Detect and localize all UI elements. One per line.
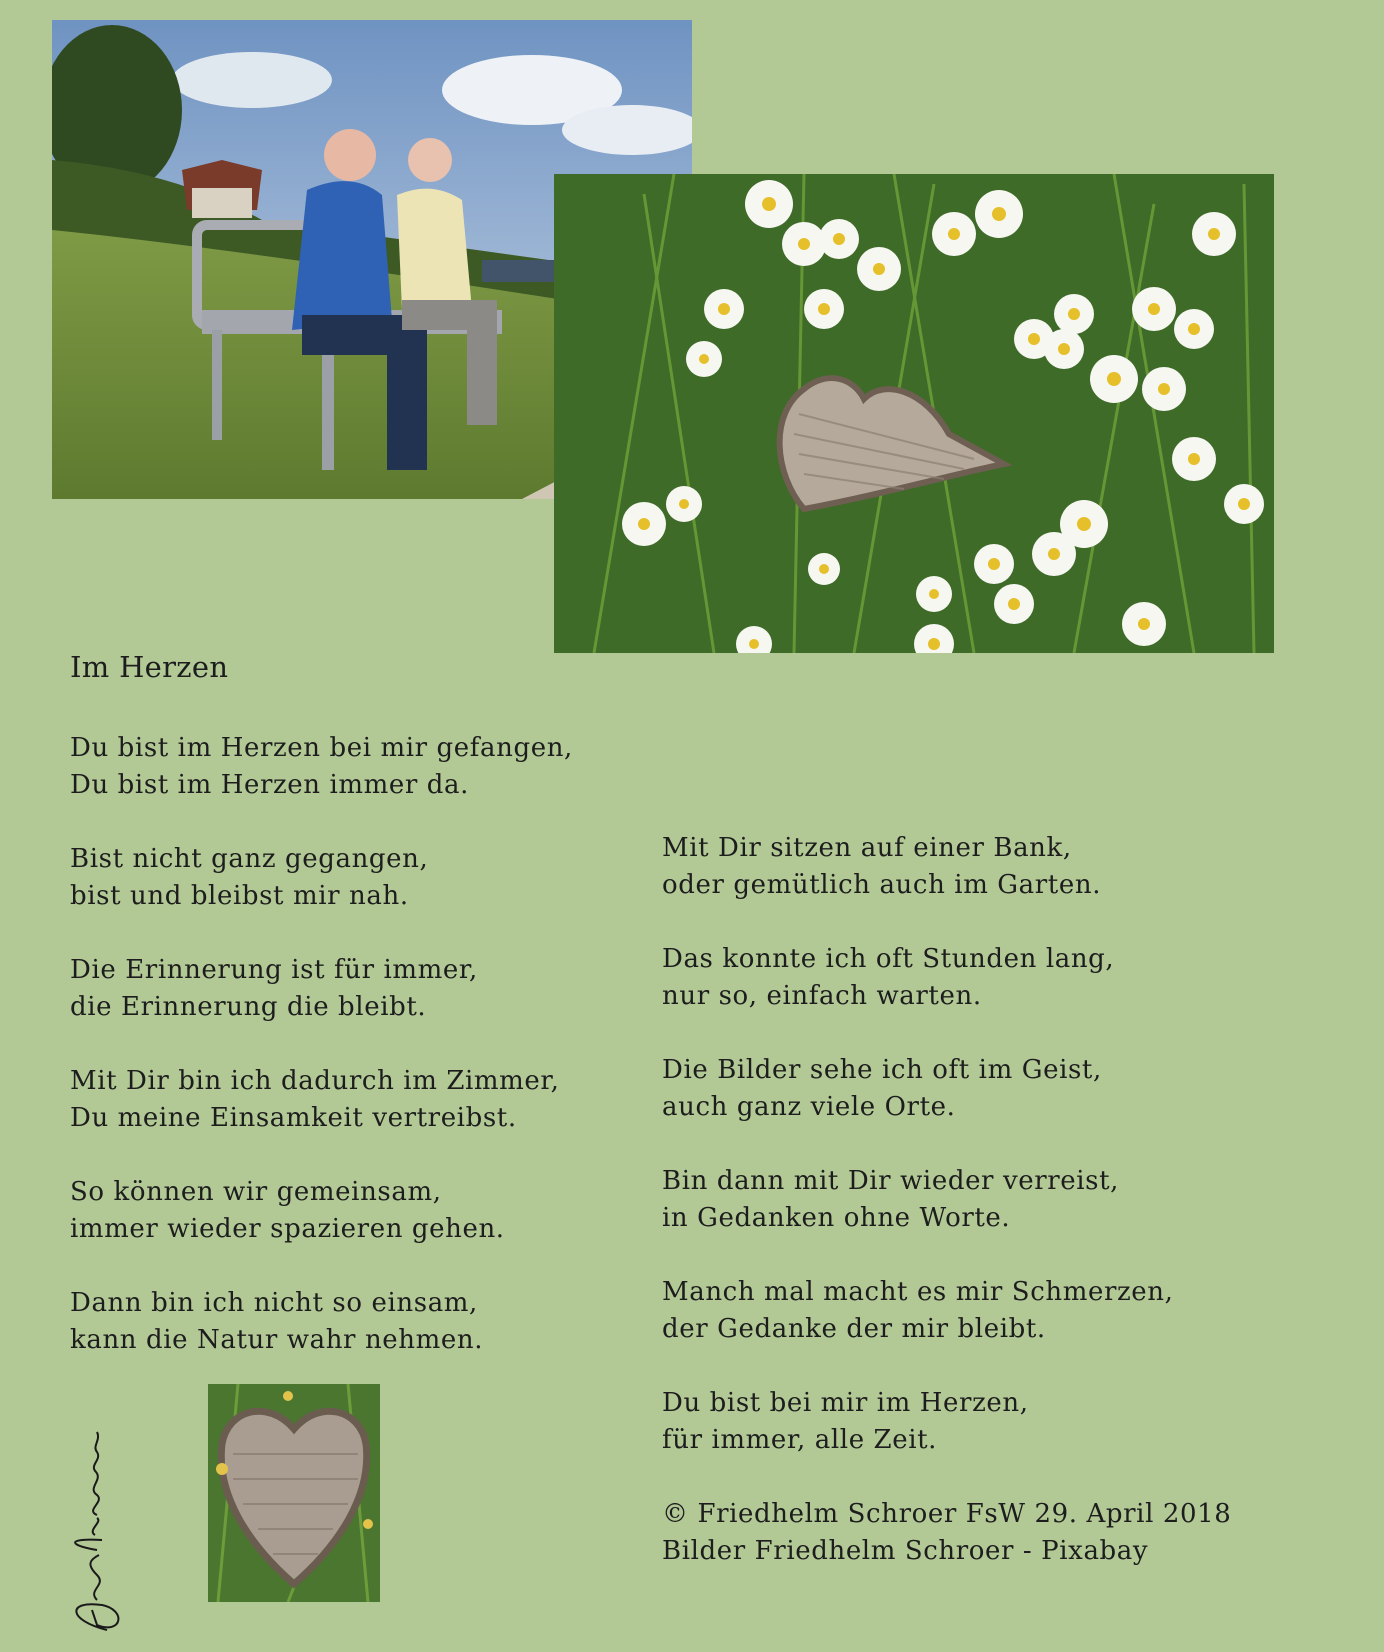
stanza bbox=[70, 1285, 650, 1359]
stanza bbox=[70, 1063, 650, 1137]
poem-line: auch ganz viele Orte. bbox=[662, 1092, 956, 1122]
poem-line: bist und bleibst mir nah. bbox=[70, 881, 409, 911]
stanza bbox=[662, 1274, 1322, 1348]
stanza bbox=[662, 1163, 1322, 1237]
poem-line: der Gedanke der mir bleibt. bbox=[662, 1314, 1046, 1344]
poem-line: in Gedanken ohne Worte. bbox=[662, 1203, 1011, 1233]
poem-line: immer wieder spazieren gehen. bbox=[70, 1214, 505, 1244]
heart-in-daisies-photo bbox=[554, 174, 1274, 653]
stanza bbox=[662, 941, 1322, 1015]
poem-line: Die Erinnerung ist für immer, bbox=[70, 955, 478, 985]
signature-logo bbox=[62, 1420, 132, 1638]
image-credit-line: Bilder Friedhelm Schroer - Pixabay bbox=[662, 1536, 1149, 1566]
poem-line: Bist nicht ganz gegangen, bbox=[70, 844, 429, 874]
credits bbox=[662, 1496, 1322, 1570]
poem-line: die Erinnerung die bleibt. bbox=[70, 992, 427, 1022]
poem-line: Du bist im Herzen bei mir gefangen, bbox=[70, 733, 573, 763]
poem-line: kann die Natur wahr nehmen. bbox=[70, 1325, 484, 1355]
poem-line: Das konnte ich oft Stunden lang, bbox=[662, 944, 1115, 974]
poem-line: Du meine Einsamkeit vertreibst. bbox=[70, 1103, 517, 1133]
poem-line: Du bist bei mir im Herzen, bbox=[662, 1388, 1029, 1418]
poem-line: Die Bilder sehe ich oft im Geist, bbox=[662, 1055, 1102, 1085]
copyright-line: © Friedhelm Schroer FsW 29. April 2018 bbox=[662, 1499, 1232, 1529]
poem-left-column bbox=[70, 730, 650, 1396]
stanza bbox=[70, 841, 650, 915]
stanza bbox=[70, 1174, 650, 1248]
poem-line: Du bist im Herzen immer da. bbox=[70, 770, 470, 800]
wooden-heart-photo bbox=[208, 1384, 380, 1602]
poem-line: nur so, einfach warten. bbox=[662, 981, 982, 1011]
stanza bbox=[70, 730, 650, 804]
poem-line: für immer, alle Zeit. bbox=[662, 1425, 938, 1455]
poem-right-column bbox=[662, 830, 1322, 1607]
stanza bbox=[70, 952, 650, 1026]
poem-line: Mit Dir sitzen auf einer Bank, bbox=[662, 833, 1072, 863]
poem-line: oder gemütlich auch im Garten. bbox=[662, 870, 1102, 900]
poem-line: Manch mal macht es mir Schmerzen, bbox=[662, 1277, 1174, 1307]
poem-line: So können wir gemeinsam, bbox=[70, 1177, 442, 1207]
poem-line: Mit Dir bin ich dadurch im Zimmer, bbox=[70, 1066, 560, 1096]
stanza bbox=[662, 1385, 1322, 1459]
poem-title: Im Herzen bbox=[70, 650, 229, 684]
stanza bbox=[662, 1052, 1322, 1126]
poem-line: Bin dann mit Dir wieder verreist, bbox=[662, 1166, 1120, 1196]
stanza bbox=[662, 830, 1322, 904]
poem-line: Dann bin ich nicht so einsam, bbox=[70, 1288, 478, 1318]
